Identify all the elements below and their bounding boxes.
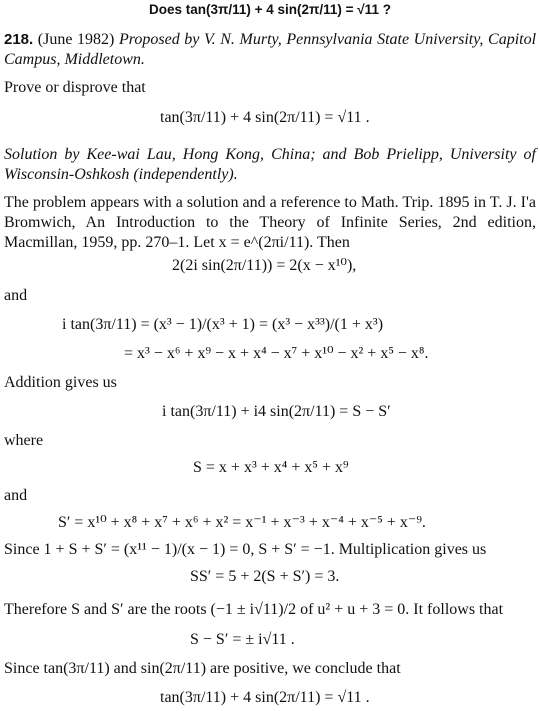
- equation-3: i tan(3π/11) + i4 sin(2π/11) = S − S′: [162, 403, 391, 420]
- text-and-1: and: [4, 287, 28, 304]
- text-where: where: [4, 432, 44, 449]
- equation-7: S − S′ = ± i√11 .: [190, 631, 295, 648]
- equation-2b: = x³ − x⁶ + x⁹ − x + x⁴ − x⁷ + x¹⁰ − x² + x⁵ − x⁸.: [124, 345, 429, 362]
- running-header: [0, 2, 540, 17]
- text-and-2: and: [4, 487, 28, 504]
- text-therefore: Therefore S and S′ are the roots (−1 ± i√11)/2 of u² + u + 3 = 0. It follows that: [4, 601, 504, 618]
- equation-final: tan(3π/11) + 4 sin(2π/11) = √11 .: [160, 689, 370, 706]
- problem-statement: Prove or disprove that: [4, 79, 146, 96]
- text-addition: Addition gives us: [4, 374, 117, 391]
- problem-heading: [4, 30, 536, 70]
- equation-6: SS′ = 5 + 2(S + S′) = 3.: [190, 568, 340, 585]
- equation-2a: i tan(3π/11) = (x³ − 1)/(x³ + 1) = (x³ − x³³)/(1 + x³): [62, 316, 384, 333]
- header-title: Does tan(3π/11) + 4 sin(2π/11) = √11 ?: [149, 2, 391, 17]
- equation-claim: tan(3π/11) + 4 sin(2π/11) = √11 .: [160, 109, 370, 126]
- solution-byline: Solution by Kee-wai Lau, Hong Kong, China; and Bob Prielipp, University of Wisconsin-Oshkosh (independently).: [4, 146, 536, 183]
- problem-proposer: Proposed by V. N. Murty, Pennsylvania State University, Capitol Campus, Middletown.: [4, 31, 537, 68]
- equation-4: S = x + x³ + x⁴ + x⁵ + x⁹: [193, 459, 349, 476]
- problem-date: (June 1982): [37, 31, 115, 48]
- equation-1: 2(2i sin(2π/11)) = 2(x − x¹⁰),: [172, 257, 357, 274]
- text-conclude: Since tan(3π/11) and sin(2π/11) are positive, we conclude that: [4, 660, 401, 677]
- equation-5: S′ = x¹⁰ + x⁸ + x⁷ + x⁶ + x² = x⁻¹ + x⁻³ + x⁻⁴ + x⁻⁵ + x⁻⁹.: [58, 514, 426, 531]
- solution-paragraph-1: The problem appears with a solution and a reference to Math. Trip. 1895 in T. J. I'a Bromwich, An Introduction to the Theory of Infinite Series, 2nd edition, Macmillan, 1959, pp. 270–1. Let x = e^(2πi/11). Then: [4, 194, 536, 251]
- text-since-sum: Since 1 + S + S′ = (x¹¹ − 1)/(x − 1) = 0, S + S′ = −1. Multiplication gives us: [4, 541, 487, 558]
- problem-number: 218.: [4, 31, 34, 48]
